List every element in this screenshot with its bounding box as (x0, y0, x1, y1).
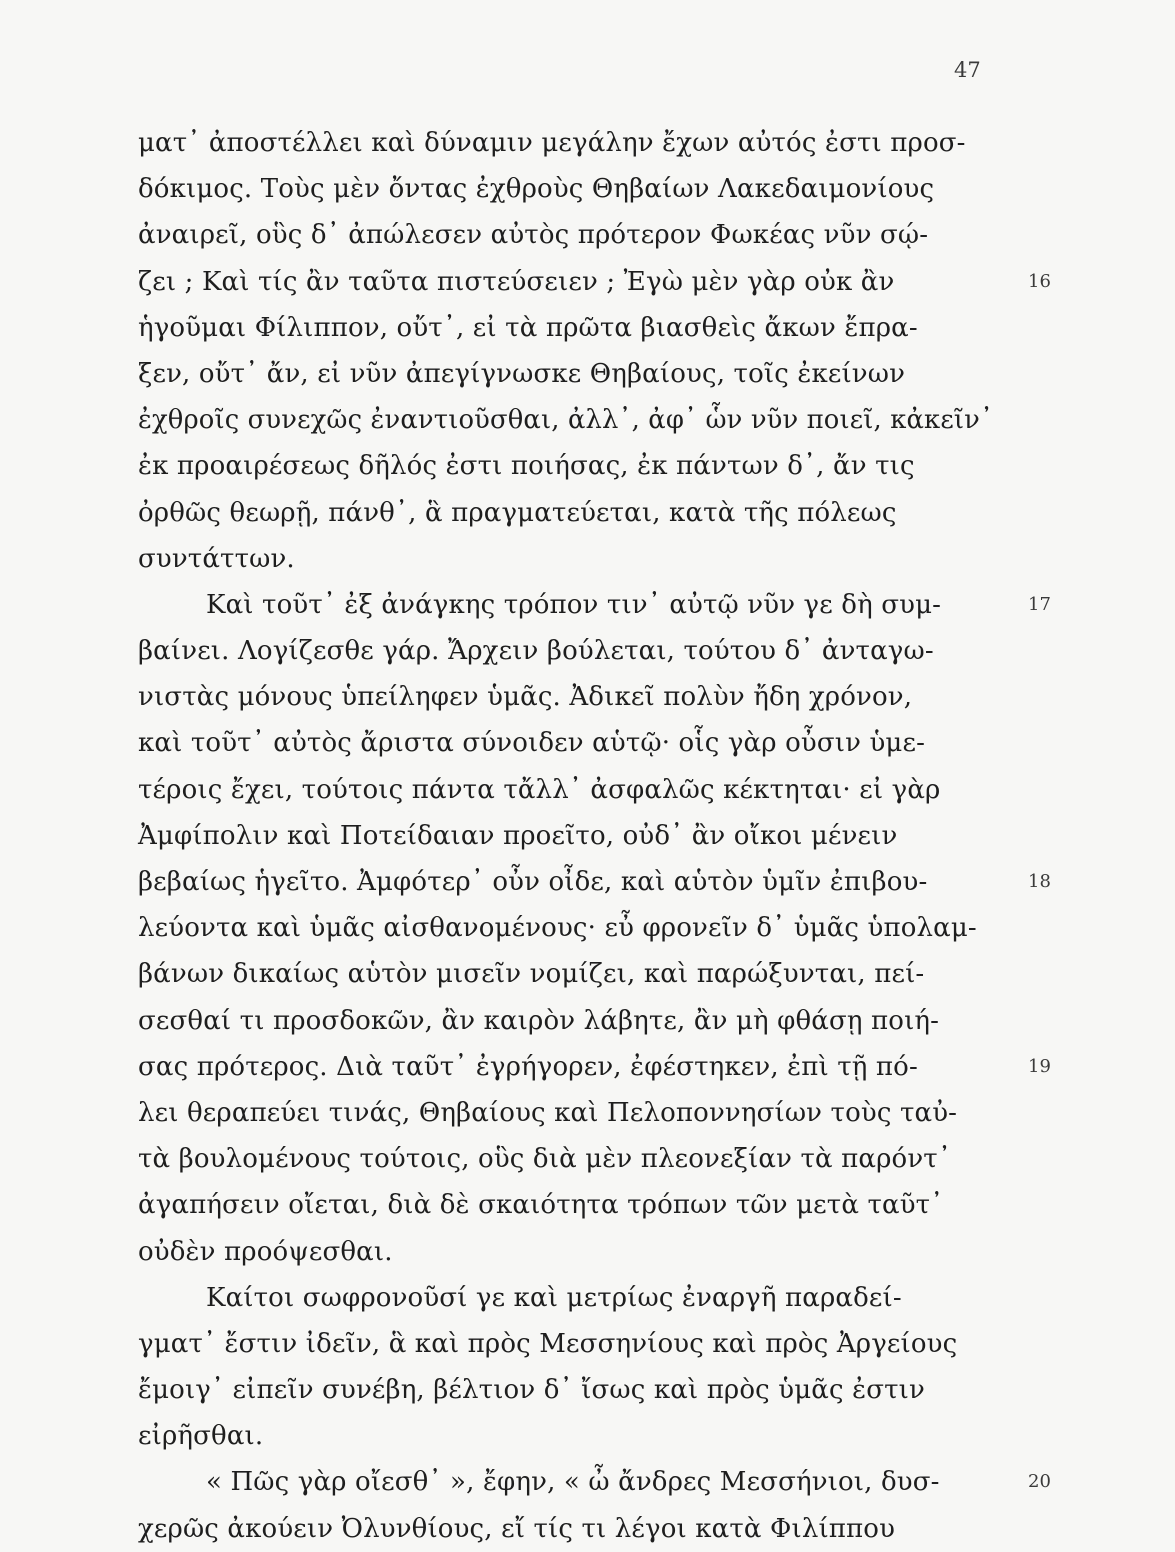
line-text: συντάττων. (138, 543, 295, 574)
line-text: ἀγαπήσειν οἴεται, διὰ δὲ σκαιότητα τρόπων τῶν μετὰ ταῦτ᾽ (138, 1190, 944, 1221)
text-line (138, 951, 993, 997)
text-line (138, 212, 993, 258)
line-text: λει θεραπεύει τινάς, Θηβαίους καὶ Πελοποννησίων τοὺς ταὐ- (138, 1097, 958, 1128)
line-text: σεσθαί τι προσδοκῶν, ἂν καιρὸν λάβητε, ἂν μὴ φθάσῃ ποιή- (138, 1005, 940, 1036)
text-line (138, 720, 993, 766)
text-line (138, 1321, 993, 1367)
text-line (138, 582, 1051, 628)
margin-section-number: 20 (1028, 1471, 1051, 1493)
margin-section-number: 19 (1028, 1055, 1051, 1077)
text-line (138, 674, 993, 720)
text-line (138, 998, 993, 1044)
text-line (138, 1367, 993, 1413)
line-text: οὐδὲν προόψεσθαι. (138, 1236, 393, 1267)
text-line (138, 397, 993, 443)
line-text: βαίνει. Λογίζεσθε γάρ. Ἄρχειν βούλεται, τούτου δ᾽ ἀνταγω- (138, 636, 934, 667)
text-line (138, 628, 993, 674)
line-text: τὰ βουλομένους τούτοις, οὓς διὰ μὲν πλεονεξίαν τὰ παρόντ᾽ (138, 1144, 951, 1175)
text-line (138, 1229, 993, 1275)
line-text: « Πῶς γὰρ οἴεσθ᾽ », ἔφην, « ὦ ἄνδρες Μεσσήνιοι, δυσ- (206, 1467, 940, 1498)
line-text: ματ᾽ ἀποστέλλει καὶ δύναμιν μεγάλην ἔχων αὐτός ἐστι προσ- (138, 128, 966, 158)
line-text: Καὶ τοῦτ᾽ ἐξ ἀνάγκης τρόπον τιν᾽ αὐτῷ νῦν γε δὴ συμ- (206, 589, 942, 620)
text-line (138, 305, 993, 351)
margin-section-number: 18 (1028, 871, 1051, 892)
text-line (138, 905, 993, 951)
line-text: σας πρότερος. Διὰ ταῦτ᾽ ἐγρήγορεν, ἐφέστηκεν, ἐπὶ τῇ πό- (138, 1051, 918, 1082)
margin-section-number: 16 (1028, 270, 1051, 292)
line-text: ἡγοῦμαι Φίλιππον, οὔτ᾽, εἰ τὰ πρῶτα βιασθεὶς ἄκων ἔπρα- (138, 312, 918, 343)
line-text: ξεν, οὔτ᾽ ἄν, εἰ νῦν ἀπεγίγνωσκε Θηβαίους, τοῖς ἐκείνων (138, 358, 906, 389)
text-line (138, 490, 993, 536)
line-text: λεύοντα καὶ ὑμᾶς αἰσθανομένους· εὖ φρονεῖν δ᾽ ὑμᾶς ὑπολαμ- (138, 913, 977, 944)
line-text: Καίτοι σωφρονοῦσί γε καὶ μετρίως ἐναργῆ παραδεί- (206, 1282, 902, 1313)
line-text: γματ᾽ ἔστιν ἰδεῖν, ἃ καὶ πρὸς Μεσσηνίους καὶ πρὸς Ἀργείους (138, 1328, 958, 1359)
text-line (138, 443, 993, 489)
line-text: βάνων δικαίως αὑτὸν μισεῖν νομίζει, καὶ παρώξυνται, πεί- (138, 959, 925, 990)
line-text: τέροις ἔχει, τούτοις πάντα τἄλλ᾽ ἀσφαλῶς κέκτηται· εἰ γὰρ (138, 774, 941, 805)
text-line (138, 1090, 993, 1136)
text-line (138, 536, 993, 582)
text-line (138, 859, 1051, 905)
line-text: καὶ τοῦτ᾽ αὐτὸς ἄριστα σύνοιδεν αὑτῷ· οἷς γὰρ οὖσιν ὑμε- (138, 728, 926, 759)
line-text: δόκιμος. Τοὺς μὲν ὄντας ἐχθροὺς Θηβαίων Λακεδαιμονίους (138, 174, 935, 205)
line-text: ἀναιρεῖ, οὓς δ᾽ ἀπώλεσεν αὐτὸς πρότερον Φωκέας νῦν σῴ- (138, 220, 929, 251)
line-text: ἔμοιγ᾽ εἰπεῖν συνέβη, βέλτιον δ᾽ ἴσως καὶ πρὸς ὑμᾶς ἐστιν (138, 1375, 925, 1406)
line-text: νιστὰς μόνους ὑπείληφεν ὑμᾶς. Ἀδικεῖ πολὺν ἤδη χρόνον, (138, 682, 913, 713)
line-text: βεβαίως ἡγεῖτο. Ἀμφότερ᾽ οὖν οἶδε, καὶ αὑτὸν ὑμῖν ἐπιβου- (138, 867, 928, 897)
line-text: εἰρῆσθαι. (138, 1421, 264, 1452)
text-line (138, 1459, 1051, 1505)
line-text: ὀρθῶς θεωρῇ, πάνθ᾽, ἃ πραγματεύεται, κατὰ τῆς πόλεως (138, 497, 897, 528)
text-line (138, 1506, 993, 1552)
line-text: ἐχθροῖς συνεχῶς ἐναντιοῦσθαι, ἀλλ᾽, ἀφ᾽ ὧν νῦν ποιεῖ, κἀκεῖν᾽ (138, 405, 993, 436)
text-line (138, 1136, 993, 1182)
text-line (138, 259, 1051, 305)
text-line (138, 1044, 1051, 1090)
text-line (138, 767, 993, 813)
line-text: ἐκ προαιρέσεως δῆλός ἐστι ποιήσας, ἐκ πάντων δ᾽, ἄν τις (138, 451, 915, 482)
text-line (138, 1275, 993, 1321)
text-line (138, 351, 993, 397)
text-line (138, 166, 993, 212)
text-line (138, 1182, 993, 1228)
text-line (138, 120, 993, 166)
line-text: ζει ; Καὶ τίς ἂν ταῦτα πιστεύσειεν ; Ἐγὼ μὲν γὰρ οὐκ ἂν (138, 266, 895, 297)
text-line (138, 813, 993, 859)
page-number: 47 (954, 58, 981, 82)
line-text: χερῶς ἀκούειν Ὀλυνθίους, εἴ τίς τι λέγοι κατὰ Φιλίππου (138, 1513, 896, 1544)
text-body (138, 120, 1051, 1552)
text-line (138, 1413, 993, 1459)
margin-section-number: 17 (1028, 593, 1051, 615)
line-text: Ἀμφίπολιν καὶ Ποτείδαιαν προεῖτο, οὐδ᾽ ἂν οἴκοι μένειν (138, 820, 898, 851)
